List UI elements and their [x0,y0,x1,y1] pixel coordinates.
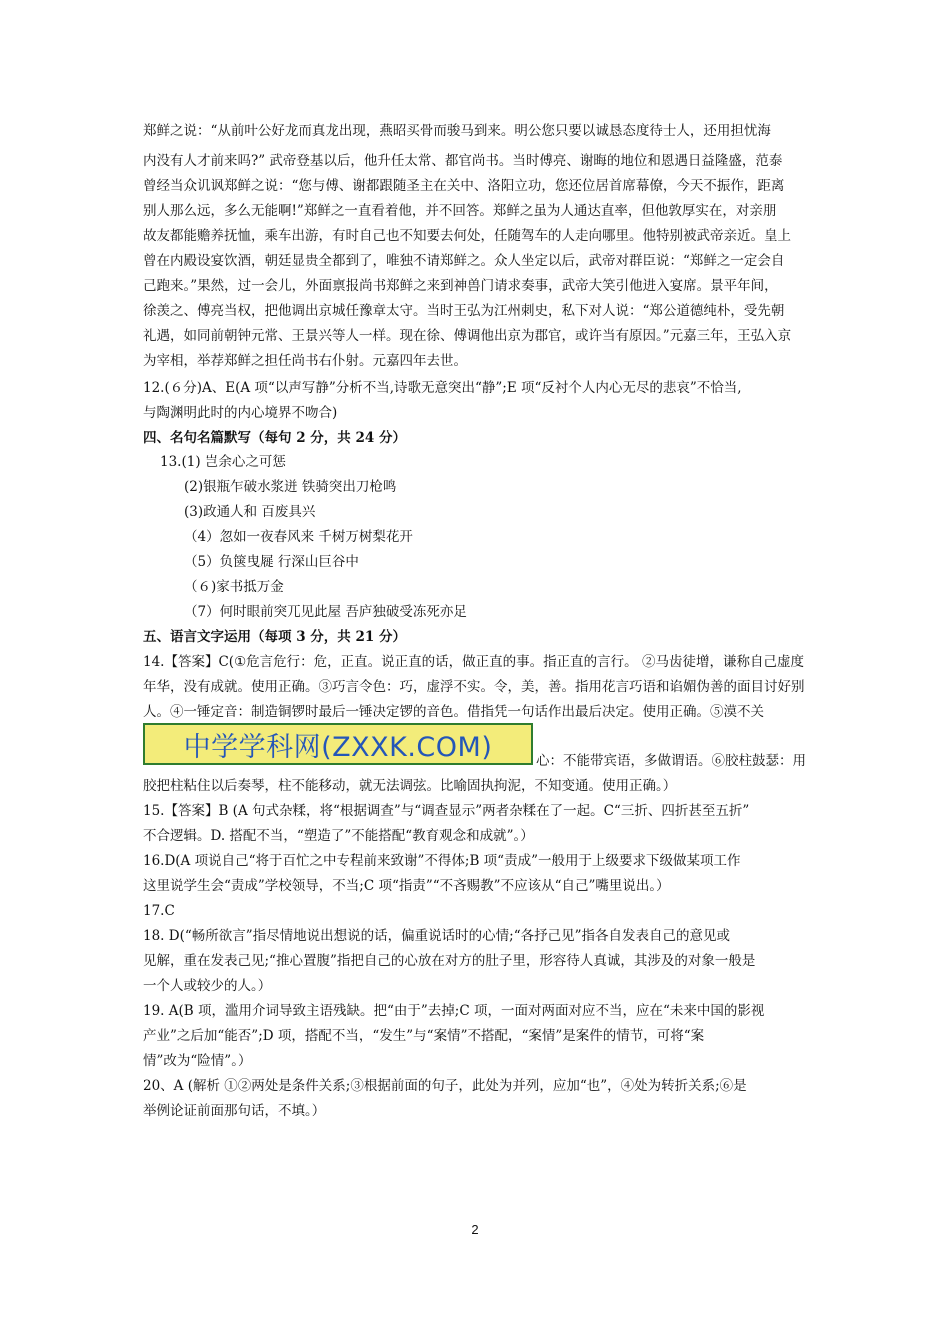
section-5-title: 五、语言文字运用（每项 3 分，共 21 分） [143,629,406,645]
answer-14-line: 14.【答案】C(①危言危行：危，正直。说正直的话，做正直的事。指正直的言行。 ②马齿徒增，谦称自己虚度 [143,654,804,670]
answer-18-line: 见解，重在发表己见;“推心置腹”指把自己的心放在对方的肚子里，形容待人真诚，其涉及的对象一般是 [143,953,756,969]
answer-15-line: 15.【答案】B (A 句式杂糅，将“根据调查”与“调查显示”两者杂糅在了一起。C“三折、四折甚至五折” [143,803,750,819]
answer-15-line: 不合逻辑。D. 搭配不当，“塑造了”不能搭配“教育观念和成就”。） [143,828,534,844]
section-4-title: 四、名句名篇默写（每句 2 分，共 24 分） [143,430,406,446]
answer-18-line: 一个人或较少的人。） [143,978,272,994]
answer-13-line: (2)银瓶乍破水浆迸 铁骑突出刀枪鸣 [184,479,397,495]
answer-20-line: 举例论证前面那句话，不填。） [143,1103,326,1119]
watermark-logo [143,723,533,765]
answer-14-line: 心：不能带宾语，多做谓语。⑥胶柱鼓瑟：用 [536,753,806,769]
answer-13-line: (3)政通人和 百废具兴 [184,504,316,520]
answer-13-line: （7）何时眼前突兀见此屋 吾庐独破受冻死亦足 [184,604,467,620]
answer-18-line: 18. D(“畅所欲言”指尽情地说出想说的话，偏重说话时的心情;“各抒己见”指各自发表自己的意见或 [143,928,731,944]
passage-line: 内没有人才前来吗?” 武帝登基以后，他升任太常、都官尚书。当时傅亮、谢晦的地位和恩遇日益隆盛，范泰 [143,153,783,169]
answer-20-line: 20、A (解析 ①②两处是条件关系;③根据前面的句子，此处为并列，应加“也”，④处为转折关系;⑥是 [143,1078,747,1094]
passage-line: 礼遇，如同前朝钟元常、王景兴等人一样。现在徐、傅调他出京为郡官，或许当有原因。”元嘉三年，王弘入京 [143,328,792,344]
answer-13-line: （5）负箧曳屣 行深山巨谷中 [184,554,359,570]
answer-16-line: 16.D(A 项说自己“将于百忙之中专程前来致谢”不得体;B 项“责成”一般用于上级要求下级做某项工作 [143,853,741,869]
answer-14-line: 年华，没有成就。使用正确。③巧言令色：巧，虚浮不实。令，美，善。指用花言巧语和谄媚伪善的面目讨好别 [143,679,805,695]
answer-19-line: 情”改为“险情”。） [143,1053,252,1069]
passage-line: 郑鲜之说：“从前叶公好龙而真龙出现，燕昭买骨而骏马到来。明公您只要以诚恳态度待士人，还用担忧海 [143,123,771,139]
answer-13-line: （６)家书抵万金 [184,579,284,595]
passage-line: 为宰相，举荐郑鲜之担任尚书右仆射。元嘉四年去世。 [143,353,467,369]
passage-line: 曾在内殿设宴饮酒，朝廷显贵全都到了，唯独不请郑鲜之。众人坐定以后，武帝对群臣说：“郑鲜之一定会自 [143,253,785,269]
answer-12-line: 与陶渊明此时的内心境界不吻合) [143,405,338,421]
passage-line: 己跑来。”果然，过一会儿，外面禀报尚书郑鲜之来到神兽门请求奏事，武帝大笑引他进入宴席。景平年间， [143,278,778,294]
answer-16-line: 这里说学生会“责成”学校领导，不当;C 项“指责”“不吝赐教”不应该从“自己”嘴里说出。） [143,878,670,894]
answer-14-line: 人。④一锤定音：制造铜锣时最后一锤决定锣的音色。借指凭一句话作出最后决定。使用正确。⑤漠不关 [143,704,764,720]
answer-17: 17.C [143,903,175,919]
answer-14-line: 胶把柱粘住以后奏琴，柱不能移动，就无法调弦。比喻固执拘泥，不知变通。使用正确。） [143,778,677,794]
passage-line: 徐羡之、傅亮当权，把他调出京城任豫章太守。当时王弘为江州刺史，私下对人说：“郑公道德纯朴，受先朝 [143,303,785,319]
answer-19-line: 19. A(B 项，滥用介词导致主语残缺。把“由于”去掉;C 项，一面对两面对应不当，应在“未来中国的影视 [143,1003,765,1019]
answer-13-line: 13.(1) 岂余心之可惩 [160,454,286,470]
answer-19-line: 产业”之后加“能否”;D 项，搭配不当，“发生”与“案情”不搭配，“案情”是案件的情节，可将“案 [143,1028,705,1044]
passage-line: 曾经当众讥讽郑鲜之说：“您与傅、谢都跟随圣主在关中、洛阳立功，您还位居首席幕僚，今天不振作，距离 [143,178,785,194]
answer-12-line: 12.(６分)A、E(A 项“以声写静”分析不当,诗歌无意突出“静”;E 项“反衬个人内心无尽的悲哀”不恰当, [143,380,742,396]
passage-line: 故友都能赡养抚恤，乘车出游，有时自己也不知要去何处，任随驾车的人走向哪里。他特别被武帝亲近。皇上 [143,228,791,244]
page-number: 2 [471,1222,479,1237]
passage-line: 别人那么远，多么无能啊!”郑鲜之一直看着他，并不回答。郑鲜之虽为人通达直率，但他敦厚实在，对亲朋 [143,203,777,219]
watermark-text: 中学学科网(ZXXK.COM) [183,731,493,763]
answer-13-line: （4）忽如一夜春风来 千树万树梨花开 [184,529,413,545]
